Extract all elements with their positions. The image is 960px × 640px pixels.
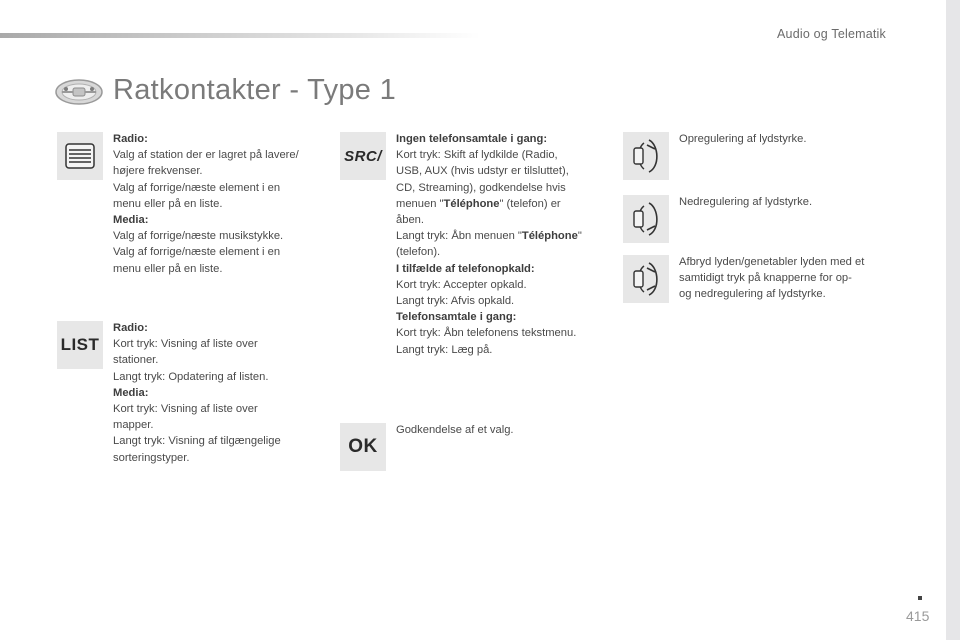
text-segment: " (telefon) er — [499, 197, 561, 210]
text-line: Radio: — [113, 133, 148, 145]
ok-button-label: OK — [348, 436, 378, 457]
text-line: Valg af forrige/næste element i en — [113, 181, 281, 194]
list-button-label: LIST — [60, 335, 100, 354]
ok-button-icon — [340, 423, 386, 471]
text-line — [396, 196, 611, 212]
steering-wheel-icon — [54, 78, 104, 106]
section-label: Audio og Telematik — [777, 27, 886, 41]
text-line: Valg af station der er lagret på lavere/ — [113, 149, 299, 162]
text-line: Langt tryk: Læg på. — [396, 343, 493, 356]
text-line: Godkendelse af et valg. — [396, 424, 514, 436]
text-line: Langt tryk: Visning af tilgængelige — [113, 435, 281, 448]
text-line: Ingen telefonsamtale i gang: — [396, 133, 548, 145]
page-edge-strip — [946, 0, 960, 640]
text-line: Afbryd lyden/genetabler lyden med et — [679, 256, 865, 268]
mute-wheel-icon — [623, 255, 669, 303]
text-line: mapper. — [113, 419, 154, 432]
text-line: Media: — [113, 214, 149, 227]
text-line: Valg af forrige/næste element i en — [113, 246, 281, 259]
text-line: menu eller på en liste. — [113, 197, 223, 210]
text-line: Langt tryk: Opdatering af listen. — [113, 370, 269, 383]
text-line: Valg af forrige/næste musikstykke. — [113, 230, 284, 243]
text-segment: " — [577, 230, 582, 243]
telephone-term: Téléphone — [521, 230, 578, 243]
src-button-label: SRC/ — [344, 147, 382, 165]
text-line: (telefon). — [396, 246, 441, 259]
text-line: og nedregulering af lydstyrke. — [679, 288, 826, 301]
page-number: 415 — [906, 608, 930, 624]
text-line: Kort tryk: Visning af liste over — [113, 338, 258, 351]
col1-block2-text — [113, 320, 328, 466]
header-gradient-bar — [0, 33, 480, 38]
page-marker-dot — [918, 596, 922, 600]
text-line: Opregulering af lydstyrke. — [679, 133, 807, 145]
text-segment: menuen " — [396, 197, 444, 210]
text-line: Nedregulering af lydstyrke. — [679, 196, 813, 208]
col2-block1-text — [396, 131, 611, 358]
text-line: Kort tryk: Visning af liste over — [113, 403, 258, 416]
text-line: Media: — [113, 386, 149, 399]
text-line: menu eller på en liste. — [113, 262, 223, 275]
text-line: Langt tryk: Afvis opkald. — [396, 295, 515, 308]
text-segment: Langt tryk: Åbn menuen " — [396, 230, 522, 243]
text-line — [396, 228, 611, 244]
col1-block1-text — [113, 131, 328, 277]
text-line: Kort tryk: Åbn telefonens tekstmenu. — [396, 327, 577, 340]
text-line: Telefonsamtale i gang: — [396, 311, 517, 324]
scroll-wheel-icon — [57, 132, 103, 180]
text-line: åben. — [396, 214, 424, 227]
text-line: Kort tryk: Skift af lydkilde (Radio, — [396, 149, 558, 162]
text-line: USB, AUX (hvis udstyr er tilsluttet), — [396, 165, 569, 178]
col3-block1-text — [679, 131, 899, 147]
col3-block2-text — [679, 194, 899, 210]
telephone-term: Téléphone — [443, 197, 500, 210]
text-line: sorteringstyper. — [113, 451, 190, 464]
volume-down-wheel-icon — [623, 195, 669, 243]
page-title: Ratkontakter - Type 1 — [113, 74, 397, 106]
text-line: I tilfælde af telefonopkald: — [396, 262, 535, 275]
col3-block3-text — [679, 254, 899, 303]
src-button-icon — [340, 132, 386, 180]
list-button-icon — [57, 321, 103, 369]
text-line: samtidigt tryk på knapperne for op- — [679, 272, 852, 285]
col2-block2-text — [396, 422, 611, 438]
text-line: CD, Streaming), godkendelse hvis — [396, 181, 566, 194]
text-line: højere frekvenser. — [113, 165, 203, 178]
volume-up-wheel-icon — [623, 132, 669, 180]
text-line: stationer. — [113, 354, 159, 367]
text-line: Radio: — [113, 322, 148, 334]
text-line: Kort tryk: Accepter opkald. — [396, 278, 527, 291]
